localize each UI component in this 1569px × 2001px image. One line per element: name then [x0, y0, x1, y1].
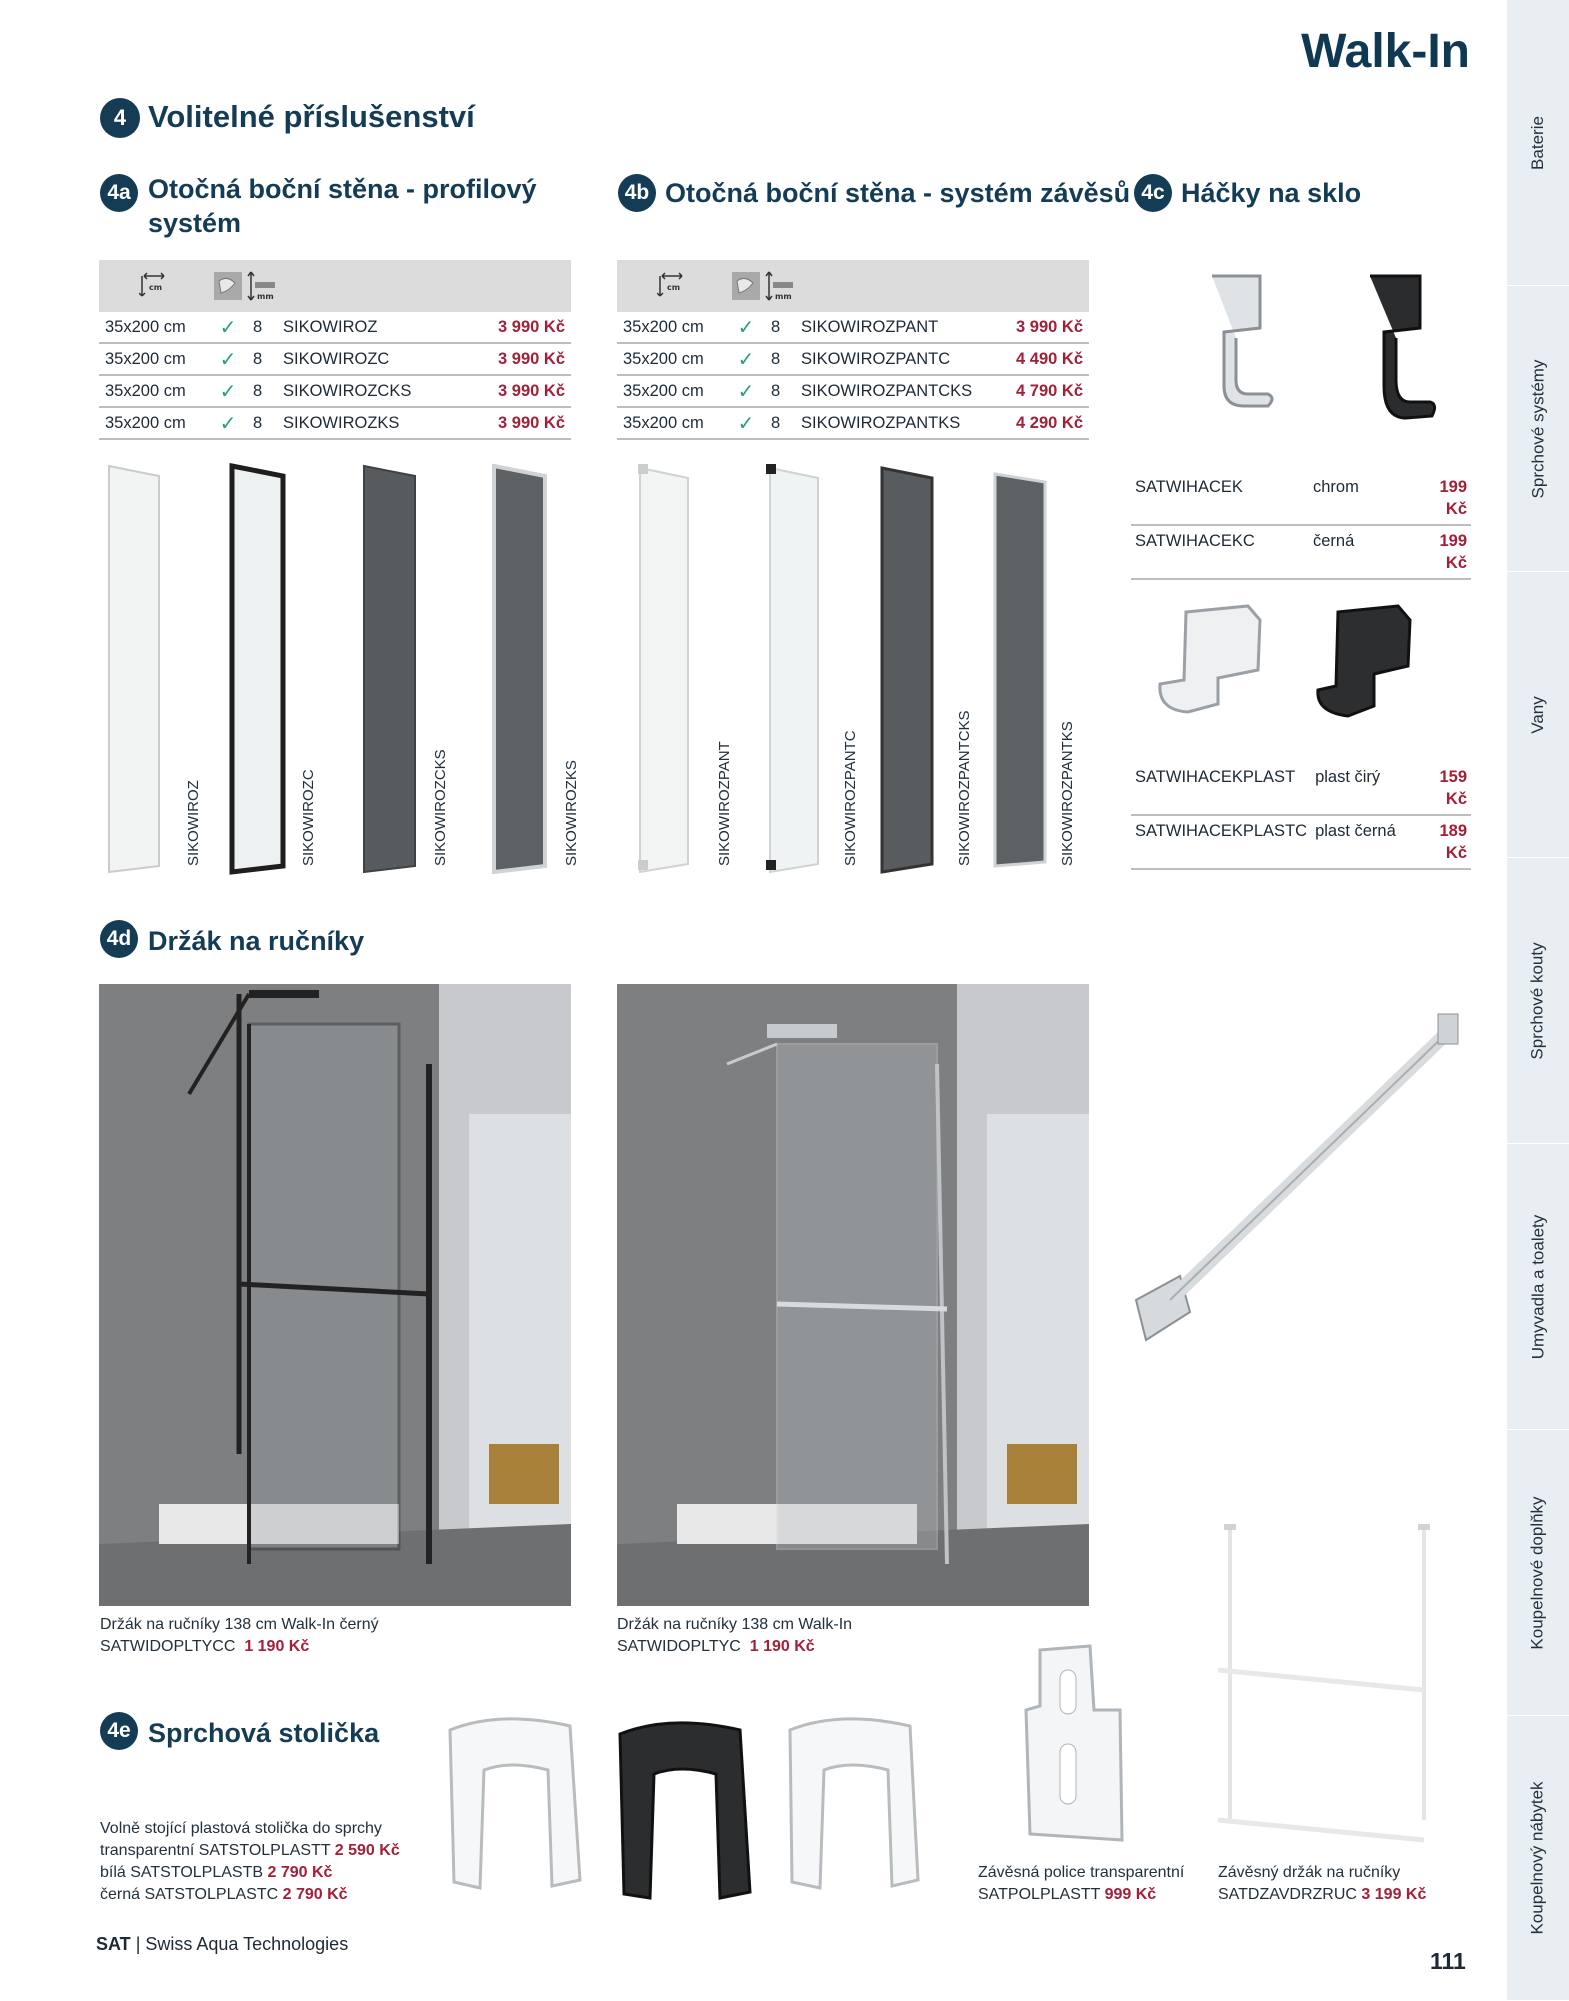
tab-label: Koupelnové doplňky [1528, 1495, 1547, 1650]
caption-code-line [978, 1884, 1184, 1906]
glass-panel [494, 466, 545, 872]
thickness-mm-icon [765, 260, 795, 312]
list-item [1131, 525, 1471, 579]
code-cell: SIKOWIROZPANTC [795, 343, 1000, 375]
separator: | [135, 1934, 141, 1954]
code: SATDZAVDRZRUC [1218, 1886, 1357, 1903]
tab-label: Umyvadla a toalety [1528, 1214, 1548, 1359]
product-label: SIKOWIROZC [300, 769, 317, 866]
product-label: SIKOWIROZPANTC [842, 730, 859, 866]
page-number: 111 [1430, 1948, 1466, 1974]
section-4b-badge: 4b [618, 174, 656, 212]
price-cell: 159 Kč [1419, 762, 1471, 815]
check-icon: ✓ [209, 343, 247, 375]
thickness-cell: 8 [765, 312, 795, 343]
caption-line [100, 1884, 400, 1906]
price-cell: 189 Kč [1419, 815, 1471, 869]
caption-desc: Držák na ručníky 138 cm Walk-In černý [100, 1616, 379, 1633]
shelf-caption [978, 1862, 1184, 1906]
tab-label: Sprchové systémy [1528, 359, 1548, 498]
glass-panel [109, 466, 159, 872]
code: SATWIDOPLTYCC [100, 1638, 236, 1655]
price-cell: 3 990 Kč [465, 375, 571, 407]
hanging-shelf-image [1010, 1640, 1130, 1850]
hook-list-1 [1131, 472, 1471, 580]
glass-panel [995, 474, 1045, 866]
title-line: Otočná boční stěna - profilový [148, 174, 537, 204]
tab-label: Baterie [1528, 115, 1547, 170]
check-icon: ✓ [209, 375, 247, 407]
size-cell: 35x200 cm [617, 407, 727, 439]
tab-baterie[interactable] [1507, 0, 1569, 286]
variant-text: bílá SATSTOLPLASTB [100, 1864, 264, 1881]
table-row [617, 343, 1089, 375]
hinge [766, 464, 776, 474]
tab-sprchove-systemy[interactable] [1507, 286, 1569, 572]
thickness-cell: 8 [247, 312, 277, 343]
towel-hanger-image [1210, 1520, 1440, 1850]
stool-caption [100, 1818, 400, 1906]
bathroom-photo-black [99, 984, 571, 1606]
tab-vany[interactable] [1507, 572, 1569, 858]
price-cell: 4 490 Kč [1000, 343, 1089, 375]
section-4b-title: Otočná boční stěna - systém závěsů [665, 178, 1131, 208]
tab-doplnky[interactable] [1507, 1430, 1569, 1716]
hinge [638, 860, 648, 870]
size-cell: 35x200 cm [99, 343, 209, 375]
glass-panels-4a [99, 462, 589, 882]
code: SATPOLPLASTT [978, 1886, 1101, 1903]
price-cell: 4 290 Kč [1000, 407, 1089, 439]
section-4a-badge: 4a [100, 174, 138, 212]
towel-holder-caption-1 [100, 1614, 379, 1658]
caption-line: Volně stojící plastová stolička do sprchy [100, 1820, 382, 1837]
hinge [766, 860, 776, 870]
tab-label: Koupelnový nábytek [1528, 1781, 1548, 1935]
glass-panel [232, 466, 283, 872]
hook-shape [1212, 276, 1272, 406]
check-icon: ✓ [727, 375, 765, 407]
section-number-badge: 4 [100, 98, 140, 138]
glass-hooks-plastic-image [1148, 600, 1438, 730]
variant-cell: plast černá [1311, 815, 1419, 869]
glass-panel [364, 466, 415, 872]
towel-holder-caption-2 [617, 1614, 852, 1658]
price: 2 790 Kč [282, 1886, 348, 1903]
stools-image [440, 1700, 940, 1920]
table-row [99, 407, 571, 439]
code-cell: SATWIHACEKPLASTC [1131, 815, 1311, 869]
caption-code-line [617, 1636, 852, 1658]
caption-desc: Držák na ručníky 138 cm Walk-In [617, 1616, 853, 1633]
thickness-cell: 8 [247, 343, 277, 375]
product-label: SIKOWIROZPANTKS [1059, 721, 1076, 866]
price-cell: 199 Kč [1417, 525, 1471, 579]
code-cell: SATWIHACEKPLAST [1131, 762, 1311, 815]
section-4c-badge: 4c [1134, 174, 1172, 212]
brand-name: SAT [96, 1934, 131, 1954]
hook-shape [1160, 606, 1260, 712]
product-label: SIKOWIROZPANTCKS [956, 710, 973, 866]
table-row [99, 375, 571, 407]
price-cell: 199 Kč [1417, 472, 1471, 525]
thickness-cell: 8 [765, 375, 795, 407]
glass-panel [882, 468, 932, 872]
size-cell: 35x200 cm [99, 407, 209, 439]
thickness-cell: 8 [247, 375, 277, 407]
size-cell: 35x200 cm [617, 312, 727, 343]
price-cell: 3 990 Kč [465, 312, 571, 343]
price-cell: 3 990 Kč [465, 343, 571, 375]
caption-line [100, 1862, 400, 1884]
bar-bracket [1438, 1014, 1458, 1044]
code-cell: SIKOWIROZKS [277, 407, 465, 439]
price: 2 790 Kč [267, 1864, 333, 1881]
check-icon: ✓ [727, 407, 765, 439]
table-row [99, 343, 571, 375]
hook-list-2 [1131, 762, 1471, 870]
stool-shape [450, 1719, 580, 1888]
code: SATWIDOPLTYC [617, 1638, 741, 1655]
table-row [617, 312, 1089, 343]
thickness-cell: 8 [247, 407, 277, 439]
svg-text:mm: mm [257, 292, 274, 301]
variant-text: transparentní SATSTOLPLASTT [100, 1842, 331, 1859]
tab-umyvadla[interactable] [1507, 1144, 1569, 1430]
mount-bracket [1418, 1524, 1430, 1530]
section-4d-title: Držák na ručníky [148, 926, 365, 956]
tab-sprchove-kouty[interactable] [1507, 858, 1569, 1144]
price: 1 190 Kč [244, 1638, 310, 1655]
slot [1060, 1670, 1076, 1714]
svg-text:cm: cm [149, 283, 163, 292]
code-cell: SATWIHACEK [1131, 472, 1309, 525]
product-label: SIKOWIROZPANT [716, 741, 733, 866]
size-cell: 35x200 cm [99, 375, 209, 407]
hanger-caption [1218, 1862, 1426, 1906]
towel-bar-image [1120, 1000, 1480, 1380]
size-cell: 35x200 cm [617, 375, 727, 407]
section-4e-badge: 4e [100, 1712, 138, 1750]
list-item [1131, 472, 1471, 525]
price-cell: 3 990 Kč [465, 407, 571, 439]
price: 1 190 Kč [749, 1638, 815, 1655]
hinge [638, 464, 648, 474]
variant-cell: plast čirý [1311, 762, 1419, 815]
section-title: Volitelné příslušenství [148, 99, 475, 134]
svg-text:cm: cm [667, 283, 681, 292]
hook-shape [1370, 276, 1435, 418]
tab-label: Vany [1528, 695, 1547, 734]
glass-hooks-metal-image [1180, 268, 1440, 428]
variant-cell: černá [1309, 525, 1417, 579]
hook-shape [1318, 606, 1410, 716]
dimensions-cm-icon [99, 260, 209, 312]
size-cell: 35x200 cm [99, 312, 209, 343]
footer-brand [96, 1934, 348, 1955]
product-label: SIKOWIROZ [185, 780, 202, 866]
check-icon: ✓ [727, 343, 765, 375]
list-item [1131, 815, 1471, 869]
dimensions-cm-icon [617, 260, 727, 312]
glass-panel [640, 468, 688, 872]
glass-icon [209, 260, 247, 312]
svg-text:mm: mm [775, 292, 792, 301]
price: 2 590 Kč [334, 1842, 400, 1859]
tab-nabytek[interactable] [1507, 1716, 1569, 2001]
code-cell: SIKOWIROZPANTKS [795, 407, 1000, 439]
glass-icon [727, 260, 765, 312]
page-title: Walk-In [1301, 25, 1470, 78]
price: 999 Kč [1104, 1886, 1157, 1903]
mount-bracket [1224, 1524, 1236, 1530]
code-cell: SIKOWIROZC [277, 343, 465, 375]
section-4d-badge: 4d [100, 920, 138, 958]
table-row [617, 407, 1089, 439]
title-line: systém [148, 208, 242, 238]
glass-panel [770, 468, 818, 872]
price-cell: 4 790 Kč [1000, 375, 1089, 407]
thickness-mm-icon [247, 260, 277, 312]
bathroom-photo-chrome [617, 984, 1089, 1606]
thickness-cell: 8 [765, 343, 795, 375]
section-4e-title: Sprchová stolička [148, 1718, 380, 1748]
stool-shape [790, 1719, 918, 1888]
caption-desc: Závěsná police transparentní [978, 1864, 1185, 1881]
price-cell: 3 990 Kč [1000, 312, 1089, 343]
slot [1060, 1744, 1076, 1804]
tab-label: Sprchové kouty [1528, 941, 1547, 1060]
price: 3 199 Kč [1361, 1886, 1427, 1903]
code-cell: SIKOWIROZ [277, 312, 465, 343]
code-cell: SIKOWIROZPANTCKS [795, 375, 1000, 407]
product-label: SIKOWIROZCKS [432, 749, 449, 866]
caption-line [100, 1840, 400, 1862]
code-cell: SATWIHACEKC [1131, 525, 1309, 579]
code-cell: SIKOWIROZPANT [795, 312, 1000, 343]
caption-code-line [1218, 1884, 1426, 1906]
section-4a-title [148, 172, 537, 240]
company-name: Swiss Aqua Technologies [145, 1934, 349, 1954]
product-label: SIKOWIROZKS [563, 760, 580, 866]
table-row [617, 375, 1089, 407]
code-cell: SIKOWIROZCKS [277, 375, 465, 407]
variant-cell: chrom [1309, 472, 1417, 525]
variant-text: černá SATSTOLPLASTC [100, 1886, 279, 1903]
section-4c-title: Háčky na sklo [1181, 178, 1362, 208]
size-cell: 35x200 cm [617, 343, 727, 375]
list-item [1131, 762, 1471, 815]
spec-table-4a [99, 260, 571, 440]
caption-desc: Závěsný držák na ručníky [1218, 1864, 1401, 1881]
check-icon: ✓ [727, 312, 765, 343]
check-icon: ✓ [209, 407, 247, 439]
check-icon: ✓ [209, 312, 247, 343]
sidebar [1507, 0, 1569, 2000]
thickness-cell: 8 [765, 407, 795, 439]
stool-shape [620, 1723, 750, 1898]
caption-code-line [100, 1636, 379, 1658]
spec-table-4b [617, 260, 1089, 440]
table-row [99, 312, 571, 343]
